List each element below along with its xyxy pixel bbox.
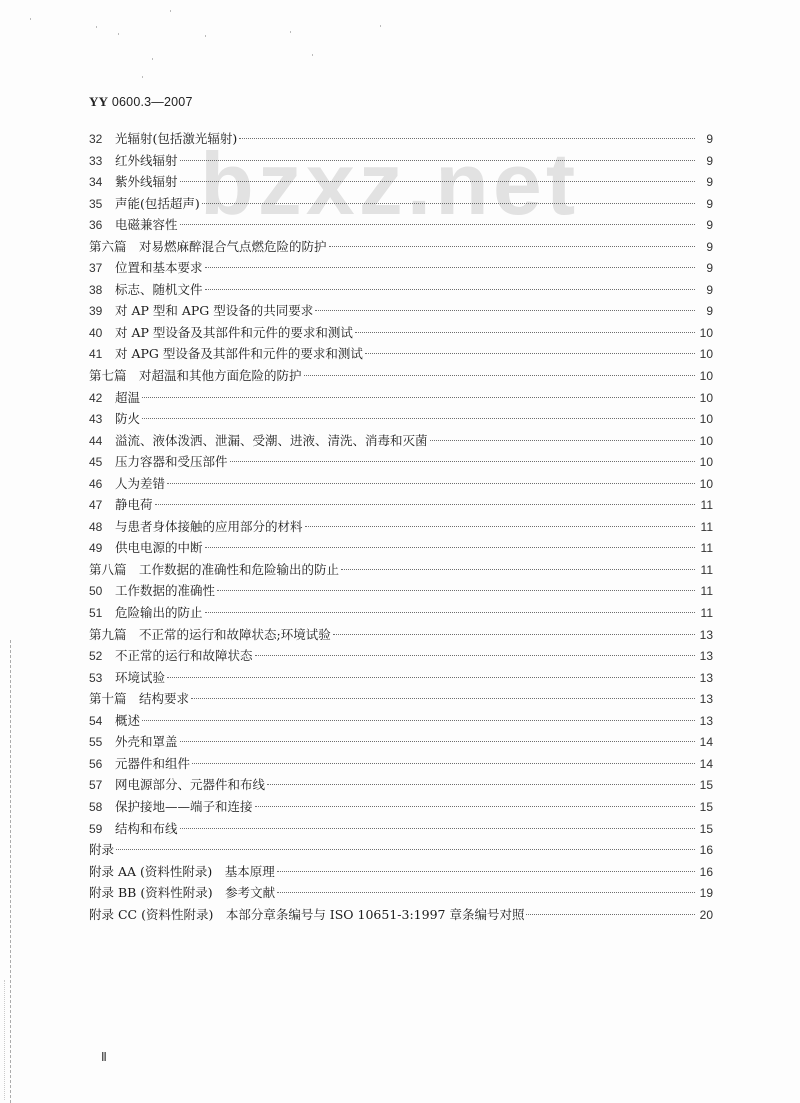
toc-clause-number: 58 (89, 799, 103, 814)
toc-page-number: 10 (699, 412, 713, 427)
toc-page-number: 9 (706, 239, 713, 254)
toc-clause-entry (89, 387, 713, 409)
toc-entry-title: 位置和基本要求 (115, 260, 203, 276)
toc-part-entry (89, 365, 713, 387)
toc-page-number: 9 (706, 196, 713, 211)
toc-entry-title: 保护接地——端子和连接 (115, 798, 253, 814)
toc-part-entry (89, 688, 713, 710)
standard-number: 0600.3—2007 (111, 95, 193, 109)
toc-page-number: 10 (699, 325, 713, 340)
toc-page-number: 13 (699, 692, 713, 707)
toc-page-number: 11 (700, 519, 713, 534)
toc-page-number: 13 (699, 713, 713, 728)
toc-entry-title: 电磁兼容性 (115, 217, 178, 233)
toc-clause-number: 59 (89, 821, 103, 836)
toc-clause-entry (89, 731, 713, 753)
toc-clause-entry (89, 473, 713, 495)
toc-page-number: 16 (699, 864, 713, 879)
toc-page-number: 13 (699, 670, 713, 685)
toc-entry-title: 溢流、液体泼洒、泄漏、受潮、进液、清洗、消毒和灭菌 (115, 432, 428, 448)
standard-prefix: YY (89, 94, 109, 109)
toc-page-number: 13 (699, 627, 713, 642)
dot-leader (192, 763, 695, 764)
toc-clause-entry (89, 774, 713, 796)
scan-speck (312, 54, 313, 56)
toc-entry-title: 环境试验 (115, 669, 166, 685)
toc-clause-entry (89, 516, 713, 538)
dot-leader (180, 181, 695, 182)
dot-leader (142, 418, 695, 419)
toc-clause-number: 51 (89, 606, 103, 621)
toc-entry-title: 附录 AA (资料性附录) 基本原理 (89, 863, 275, 879)
standard-code-header (89, 94, 193, 110)
toc-clause-entry (89, 150, 713, 172)
dot-leader (255, 806, 695, 807)
dot-leader (277, 871, 695, 872)
toc-entry-title: 元器件和组件 (115, 755, 191, 771)
toc-entry-title: 附录 (89, 842, 115, 858)
dot-leader (526, 914, 695, 915)
dot-leader (205, 289, 695, 290)
scan-speck (205, 35, 206, 37)
toc-clause-number: 48 (89, 519, 103, 534)
toc-entry-title: 第八篇 工作数据的准确性和危险输出的防止 (89, 561, 340, 577)
toc-entry-title: 附录 CC (资料性附录) 本部分章条编号与 ISO 10651-3:1997 章条编号对照 (89, 906, 525, 922)
toc-clause-number: 57 (89, 778, 103, 793)
toc-page-number: 11 (700, 562, 713, 577)
toc-page-number: 11 (700, 606, 713, 621)
toc-page-number: 9 (706, 132, 713, 146)
toc-clause-entry (89, 796, 713, 818)
toc-entry-title: 结构和布线 (115, 820, 178, 836)
toc-entry-title: 不正常的运行和故障状态 (115, 648, 253, 664)
dot-leader (205, 547, 695, 548)
toc-page-number: 16 (699, 843, 713, 858)
toc-appendix-entry (89, 839, 713, 861)
toc-entry-title: 概述 (115, 712, 141, 728)
toc-entry-title: 对 AP 型设备及其部件和元件的要求和测试 (115, 324, 353, 340)
toc-clause-entry (89, 451, 713, 473)
toc-clause-number: 53 (89, 670, 103, 685)
toc-clause-number: 52 (89, 649, 103, 664)
toc-page-number: 11 (700, 541, 713, 556)
toc-clause-number: 36 (89, 218, 103, 233)
toc-clause-number: 49 (89, 541, 103, 556)
dot-leader (167, 677, 695, 678)
toc-entry-title: 附录 BB (资料性附录) 参考文献 (89, 885, 276, 901)
toc-clause-entry (89, 128, 713, 150)
toc-part-entry (89, 624, 713, 646)
toc-page-number: 10 (699, 455, 713, 470)
dot-leader (142, 720, 695, 721)
toc-clause-entry (89, 408, 713, 430)
toc-page-number: 9 (706, 175, 713, 190)
dot-leader (155, 504, 695, 505)
dot-leader (116, 849, 695, 850)
dot-leader (305, 526, 695, 527)
scan-speck (118, 33, 119, 35)
toc-entry-title: 紫外线辐射 (115, 174, 178, 190)
toc-page-number: 14 (699, 735, 713, 750)
toc-clause-entry (89, 300, 713, 322)
toc-clause-number: 56 (89, 756, 103, 771)
toc-part-entry (89, 236, 713, 258)
toc-page-number: 9 (706, 218, 713, 233)
dot-leader (341, 569, 695, 570)
toc-page-number: 19 (699, 886, 713, 901)
scan-edge-line (10, 640, 12, 1103)
dot-leader (277, 892, 695, 893)
toc-entry-title: 防火 (115, 411, 141, 427)
toc-clause-entry (89, 171, 713, 193)
dot-leader (230, 461, 695, 462)
watermark: bzxz.net (200, 134, 580, 233)
toc-appendix-entry (89, 904, 713, 926)
dot-leader (191, 698, 695, 699)
toc-clause-number: 45 (89, 455, 103, 470)
toc-page-number: 9 (706, 304, 713, 319)
toc-entry-title: 对 APG 型设备及其部件和元件的要求和测试 (115, 346, 363, 362)
toc-entry-title: 静电荷 (115, 497, 153, 513)
toc-page-number: 9 (706, 261, 713, 276)
toc-clause-entry (89, 667, 713, 689)
toc-page-number: 10 (699, 476, 713, 491)
toc-entry-title: 人为差错 (115, 475, 166, 491)
toc-clause-entry (89, 710, 713, 732)
toc-clause-number: 47 (89, 498, 103, 513)
toc-page-number: 9 (706, 282, 713, 297)
toc-clause-entry (89, 602, 713, 624)
scan-speck (152, 58, 153, 60)
toc-entry-title: 声能(包括超声) (115, 195, 200, 211)
scan-speck (142, 76, 143, 78)
toc-entry-title: 与患者身体接触的应用部分的材料 (115, 518, 303, 534)
toc-clause-entry (89, 343, 713, 365)
toc-entry-title: 供电电源的中断 (115, 540, 203, 556)
scan-speck (96, 26, 97, 28)
dot-leader (329, 246, 695, 247)
toc-page-number: 10 (699, 390, 713, 405)
toc-clause-number: 50 (89, 584, 103, 599)
dot-leader (255, 655, 695, 656)
dot-leader (315, 310, 695, 311)
toc-clause-number: 35 (89, 196, 103, 211)
toc-entry-title: 工作数据的准确性 (115, 583, 216, 599)
dot-leader (205, 267, 695, 268)
toc-entry-title: 标志、随机文件 (115, 281, 203, 297)
toc-clause-number: 34 (89, 175, 103, 190)
toc-clause-entry (89, 580, 713, 602)
toc-part-entry (89, 559, 713, 581)
scan-edge-line (4, 980, 6, 1100)
toc-clause-number: 42 (89, 390, 103, 405)
dot-leader (180, 224, 695, 225)
dot-leader (239, 138, 695, 139)
toc-appendix-entry (89, 882, 713, 904)
toc-page-number: 15 (699, 799, 713, 814)
toc-entry-title: 超温 (115, 389, 141, 405)
toc-page-number: 10 (699, 347, 713, 362)
toc-entry-title: 第九篇 不正常的运行和故障状态;环境试验 (89, 626, 331, 642)
toc-clause-entry (89, 645, 713, 667)
toc-page-number: 13 (699, 649, 713, 664)
dot-leader (333, 634, 695, 635)
toc-clause-number: 33 (89, 153, 103, 168)
dot-leader (142, 397, 695, 398)
toc-clause-entry (89, 430, 713, 452)
toc-clause-entry (89, 494, 713, 516)
scan-speck (30, 18, 31, 20)
toc-clause-number: 41 (89, 347, 103, 362)
dot-leader (217, 590, 695, 591)
toc-entry-title: 光辐射(包括激光辐射) (115, 131, 238, 146)
toc-appendix-entry (89, 861, 713, 883)
dot-leader (180, 160, 695, 161)
toc-clause-number: 54 (89, 713, 103, 728)
toc-clause-number: 32 (89, 132, 103, 146)
scan-speck (380, 25, 381, 27)
dot-leader (365, 353, 695, 354)
dot-leader (180, 741, 695, 742)
toc-clause-number: 38 (89, 282, 103, 297)
dot-leader (430, 440, 695, 441)
dot-leader (355, 332, 695, 333)
toc-page-number: 10 (699, 433, 713, 448)
toc-entry-title: 第六篇 对易燃麻醉混合气点燃危险的防护 (89, 238, 327, 254)
toc-entry-title: 第十篇 结构要求 (89, 691, 190, 707)
toc-clause-entry (89, 257, 713, 279)
toc-page-number: 14 (699, 756, 713, 771)
toc-entry-title: 压力容器和受压部件 (115, 454, 228, 470)
toc-page-number: 15 (699, 821, 713, 836)
toc-entry-title: 第七篇 对超温和其他方面危险的防护 (89, 368, 302, 384)
toc-entry-title: 外壳和罩盖 (115, 734, 178, 750)
page-number: Ⅱ (101, 1050, 107, 1064)
toc-clause-entry (89, 322, 713, 344)
toc-entry-title: 网电源部分、元器件和布线 (115, 777, 266, 793)
toc-page-number: 10 (699, 369, 713, 384)
toc-page-number: 11 (700, 584, 713, 599)
toc-page-number: 15 (699, 778, 713, 793)
toc-page-number: 20 (699, 907, 713, 922)
toc-clause-number: 37 (89, 261, 103, 276)
toc-clause-entry (89, 537, 713, 559)
dot-leader (205, 612, 695, 613)
toc-entry-title: 红外线辐射 (115, 152, 178, 168)
toc-clause-entry (89, 753, 713, 775)
dot-leader (304, 375, 695, 376)
toc-clause-number: 44 (89, 433, 103, 448)
toc-clause-entry (89, 193, 713, 215)
toc-clause-number: 43 (89, 412, 103, 427)
scan-speck (170, 10, 171, 12)
toc-clause-number: 39 (89, 304, 103, 319)
toc-entry-title: 危险输出的防止 (115, 605, 203, 621)
dot-leader (167, 483, 695, 484)
toc-page-number: 11 (700, 498, 713, 513)
dot-leader (202, 203, 695, 204)
dot-leader (180, 828, 695, 829)
toc-clause-number: 55 (89, 735, 103, 750)
toc-page-number: 9 (706, 153, 713, 168)
toc-clause-number: 40 (89, 325, 103, 340)
dot-leader (267, 784, 695, 785)
toc-clause-entry (89, 279, 713, 301)
toc-entry-title: 对 AP 型和 APG 型设备的共同要求 (115, 303, 314, 319)
toc-clause-number: 46 (89, 476, 103, 491)
table-of-contents (89, 128, 713, 925)
toc-clause-entry (89, 214, 713, 236)
toc-clause-entry (89, 818, 713, 840)
scan-speck (290, 31, 291, 33)
